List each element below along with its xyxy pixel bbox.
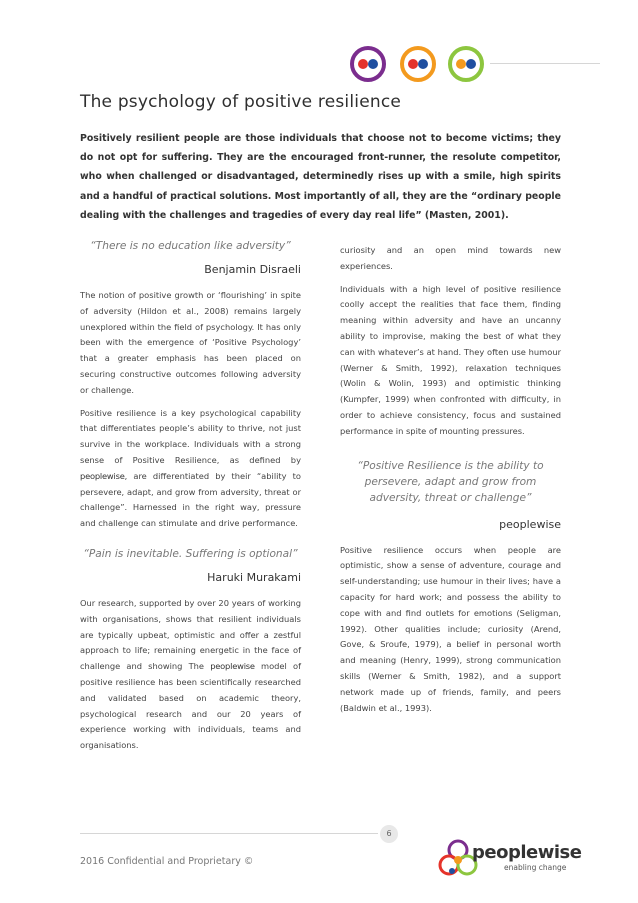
logo-tagline: enabling change xyxy=(504,863,567,872)
paragraph-curiosity: curiosity and an open mind towards new experiences. xyxy=(340,245,561,271)
right-column xyxy=(340,243,561,723)
quote-author-disraeli: Benjamin Disraeli xyxy=(204,263,301,276)
brand-name-inline: peoplewise xyxy=(80,470,125,481)
footer-copyright: 2016 Confidential and Proprietary © xyxy=(80,856,254,867)
page-title: The psychology of positive resilience xyxy=(80,92,402,112)
paragraph-research xyxy=(80,596,301,754)
paragraph-resilience-occurs: Positive resilience occurs when people are optimistic, show a sense of adventure, courage and self-understanding; use humour in their lives; have a capacity for hard work; and possess the ability to cope with and find outlets for emotions (Seligman, 1992). Other qualities include; curiosity (Arend, Gove, & Sroufe, 1979), a belief in personal worth and meaning (Henry, 1999), strong communication skills (Werner & Smith, 1982), and a support network made up of friends, family, and peers (Baldwin et al., 1993). xyxy=(340,544,561,713)
paragraph-text: model of positive resilience has been scientifically researched and validated based on academic theory, psychological research and our 20 years of experience working with individuals, teams and organisations. xyxy=(80,661,301,751)
paragraph-text: Our research, supported by over 20 years of working with organisations, shows that resilient individuals are typically upbeat, optimistic and offer a zestful approach to life; remaining energetic in the face of challenge and showing The xyxy=(80,597,301,672)
quote-peoplewise: “Positive Resilience is the ability to persevere, adapt and grow from adversity, threat or challenge” xyxy=(357,459,544,504)
paragraph-text: Positive resilience is a key psychological capability that differentiates people’s ability to thrive, not just survive in the workplace. Individuals with a strong sense of Positive Resilience, as defined by xyxy=(80,407,301,465)
top-divider xyxy=(490,63,600,64)
left-column xyxy=(80,238,301,761)
quote-disraeli: “There is no education like adversity” xyxy=(90,240,291,252)
paragraph-positive-resilience xyxy=(80,406,301,532)
paragraph-high-resilience: Individuals with a high level of positive resilience coolly accept the realities that face them, finding meaning within adversity and have an uncanny ability to improvise, making the best of what they can with whatever’s at hand. They often use humour (Werner & Smith, 1992), relaxation techniques (Wolin & Wolin, 1993) and optimistic thinking (Kumpfer, 1999) when confronted with difficulty, in order to achieve consistency, focus and sustained performance in spite of mounting pressures. xyxy=(340,283,561,436)
intro-paragraph: Positively resilient people are those individuals that choose not to become victims; they do not opt for suffering. They are the encouraged front-runner, the resolute competitor, who when challenged or disadvantaged, determinedly rises up with a smile, high spirits and a handful of practical solutions. Most importantly of all, they are the “ordinary people dealing with the challenges and tragedies of every day real life” (Masten, 2001). xyxy=(80,133,561,221)
brand-circles-icon xyxy=(348,44,488,84)
page-number: 6 xyxy=(380,825,398,843)
quote-author-murakami: Haruki Murakami xyxy=(207,570,301,584)
logo-name: peoplewise xyxy=(472,842,582,863)
footer-divider xyxy=(80,833,378,834)
paragraph-flourishing: The notion of positive growth or ‘flourishing’ in spite of adversity (Hildon et al., 2008) remains largely unexplored within the field of psychology. It has only been with the emergence of ‘Positive Psychology’ that a greater emphasis has been placed on securing constructive outcomes following adversity or challenge. xyxy=(80,290,301,395)
quote-murakami: “Pain is inevitable. Suffering is optional” xyxy=(83,547,298,560)
quote-author-peoplewise: peoplewise xyxy=(499,517,561,531)
paragraph-text: , are differentiated by their “ability to persevere, adapt, and grow from adversity, threat or challenge”. Harnessed in the right way, pressure and challenge can stimulate and drive performance. xyxy=(80,470,301,529)
brand-name-inline: peoplewise xyxy=(210,661,255,672)
